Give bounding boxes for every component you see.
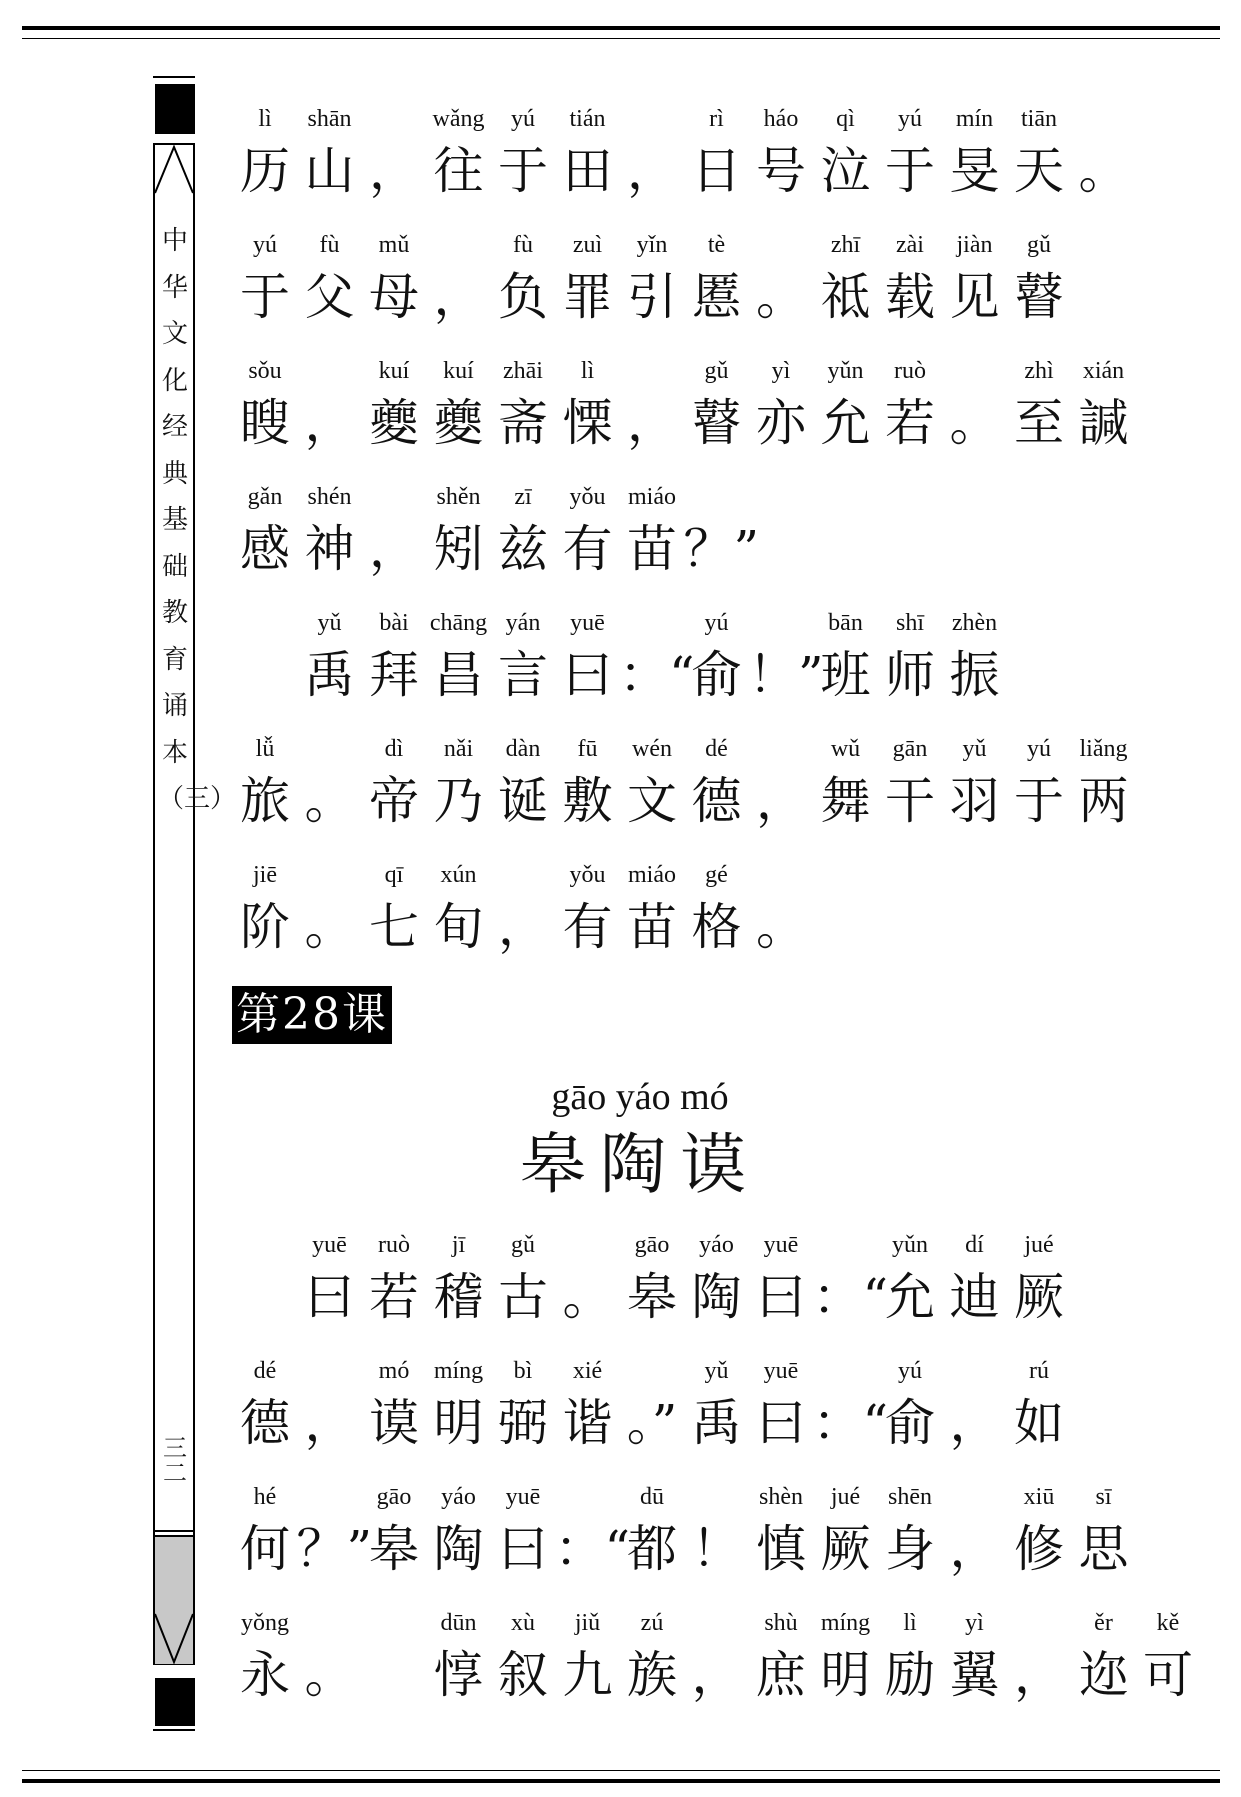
hanzi: 文 [627,772,677,830]
pinyin: yǒu [569,862,606,888]
title-hanzi: 皋陶谟 [520,1126,760,1203]
pinyin: yǐn [636,232,668,258]
hanzi: 若 [369,1268,419,1326]
pinyin: zhèn [951,610,998,636]
pinyin: gāo [376,1484,412,1510]
hanzi: 见 [949,268,1000,326]
hanzi: 苗 [627,520,677,578]
hanzi: 瞍 [240,394,290,452]
hanzi: 苗 [627,898,677,956]
hanzi: 慝 [691,268,742,326]
punctuation: ， [756,772,806,830]
hanzi: 至 [1014,394,1064,452]
pinyin: jué [1024,1232,1054,1258]
title-pinyin: gāo yáo mó [551,1076,729,1118]
punctuation: 。 [756,268,806,326]
hanzi: 有 [562,520,613,578]
hanzi: 天 [1014,142,1064,200]
pinyin: yú [1027,736,1051,762]
punctuation: ：“ [619,646,695,704]
pinyin: zhāi [503,358,543,384]
hanzi: 皋 [627,1268,677,1326]
pinyin: fū [577,736,598,762]
hanzi: 厥 [1014,1268,1064,1326]
pinyin: yú [898,106,922,132]
pinyin: gāo [634,1232,670,1258]
hanzi: 七 [369,898,419,956]
hanzi: 诞 [498,772,548,830]
top-rule-thin [22,38,1220,39]
punctuation: ， [691,1646,742,1704]
hanzi: 言 [498,646,548,704]
pinyin: mǔ [378,232,410,258]
hanzi: 庶 [756,1646,806,1704]
edge-divider [153,1530,195,1532]
pinyin: shù [764,1610,798,1636]
pinyin: lì [580,358,595,384]
punctuation: ， [369,520,419,578]
pinyin: yú [511,106,535,132]
edge-top-black-block [155,84,195,134]
pinyin: nǎi [443,736,474,762]
hanzi: 族 [627,1646,677,1704]
text-line [232,1232,1072,1348]
pinyin: zī [514,484,532,510]
pinyin: tián [569,106,606,132]
punctuation: ：“ [812,1394,889,1452]
hanzi: 迪 [949,1268,1000,1326]
hanzi: 修 [1014,1520,1064,1578]
pinyin: zuì [572,232,603,258]
pinyin: rì [709,106,724,132]
bottom-rule-thin [22,1770,1220,1771]
hanzi: 载 [885,268,935,326]
pinyin: yuē [505,1484,541,1510]
punctuation: ：“ [554,1520,631,1578]
hanzi: 敷 [562,772,613,830]
hanzi: 永 [240,1646,290,1704]
punctuation: ， [304,394,355,452]
pinyin: shān [307,106,352,132]
hanzi: 何 [240,1520,290,1578]
hanzi: 山 [304,142,355,200]
pinyin: kuí [443,358,474,384]
pinyin: ruò [378,1232,410,1258]
punctuation: ， [949,1520,1000,1578]
punctuation: ， [498,898,548,956]
hanzi: 都 [627,1520,677,1578]
punctuation: ！ [691,1520,742,1578]
hanzi: 历 [240,142,290,200]
pinyin: yuē [570,610,605,636]
pinyin: chāng [429,610,488,636]
edge-top-cap [153,76,195,78]
pinyin: xié [572,1358,603,1384]
hanzi: 德 [240,1394,290,1452]
pinyin: yì [965,1610,984,1636]
text-line [232,358,1129,474]
hanzi: 明 [433,1394,484,1452]
hanzi: 于 [240,268,290,326]
hanzi: 师 [885,646,935,704]
pinyin: dé [253,1358,277,1384]
hanzi: 曰 [304,1268,355,1326]
pinyin: fù [319,232,340,258]
hanzi: 俞 [691,646,742,704]
punctuation: 。 [304,898,355,956]
pinyin: jiǔ [574,1610,601,1636]
pinyin: kě [1156,1610,1180,1636]
hanzi: 振 [949,646,1000,704]
pinyin: jué [830,1484,861,1510]
pinyin: yuē [763,1358,799,1384]
pinyin: xún [440,862,477,888]
hanzi: 禹 [304,646,355,704]
hanzi: 昌 [433,646,484,704]
pinyin: yú [898,1358,922,1384]
pinyin: qì [836,106,855,132]
hanzi: 弼 [498,1394,548,1452]
hanzi: 旻 [949,142,1000,200]
hanzi: 羽 [949,772,1000,830]
punctuation: ， [304,1394,355,1452]
edge-bottom-cap [153,1729,195,1731]
hanzi: 负 [498,268,548,326]
pinyin: zhì [1024,358,1054,384]
punctuation: ， [627,142,677,200]
bottom-rule-thick [22,1779,1220,1783]
pinyin: jiē [253,862,277,888]
pinyin: gān [892,736,928,762]
punctuation: ， [1014,1646,1064,1704]
pinyin: ěr [1094,1610,1113,1636]
hanzi: 感 [240,520,290,578]
pinyin: xiū [1023,1484,1055,1510]
pinyin: yú [253,232,277,258]
text-line [232,484,1072,600]
hanzi: 母 [369,268,419,326]
pinyin: lì [903,1610,917,1636]
hanzi: 允 [885,1268,935,1326]
hanzi: 兹 [498,520,548,578]
hanzi: 古 [498,1268,548,1326]
hanzi: 干 [885,772,935,830]
hanzi: 乃 [433,772,484,830]
pinyin: shī [895,610,924,636]
pinyin: tè [707,232,726,258]
pinyin: wǔ [830,736,861,762]
pinyin: yǒu [569,484,606,510]
sidebar-book-title: 中华文化经典基础教育诵本（三） [158,226,237,814]
pinyin: yuē [312,1232,347,1258]
hanzi: 班 [820,646,871,704]
pinyin: gé [705,862,728,888]
hanzi: 亦 [756,394,806,452]
pinyin: jī [451,1232,466,1258]
pinyin: shén [307,484,352,510]
pinyin: yáo [441,1484,476,1510]
punctuation: ？” [296,1520,373,1578]
text-line [232,1358,1072,1474]
pinyin: míng [820,1610,871,1636]
hanzi: 諴 [1078,394,1129,452]
pinyin: shěn [436,484,481,510]
punctuation: 。 [756,898,806,956]
punctuation: 。 [1078,142,1129,200]
pinyin: tiān [1021,106,1057,132]
pinyin: sī [1095,1484,1112,1510]
punctuation: 。 [304,772,355,830]
hanzi: 励 [885,1646,935,1704]
pinyin: yǒng [241,1610,289,1636]
pinyin: lì [258,106,272,132]
hanzi: 稽 [433,1268,484,1326]
hanzi: 引 [627,268,677,326]
text-line [232,1484,1129,1600]
pinyin: rú [1029,1358,1049,1384]
hanzi: 若 [885,394,935,452]
hanzi: 父 [304,268,355,326]
punctuation: 。 [949,394,1000,452]
pinyin: bài [379,610,409,636]
pinyin: yì [771,358,791,384]
pinyin: xián [1082,358,1125,384]
hanzi: 思 [1078,1520,1129,1578]
pinyin: shēn [888,1484,932,1510]
hanzi: 曰 [498,1520,548,1578]
hanzi: 于 [1014,772,1064,830]
hanzi: 曰 [562,646,613,704]
pinyin: bì [513,1358,533,1384]
hanzi: 陶 [691,1268,742,1326]
hanzi: 曰 [756,1268,806,1326]
hanzi: 帝 [369,772,419,830]
pinyin: yán [505,610,541,636]
hanzi: 号 [756,142,806,200]
pinyin: gǔ [704,358,729,384]
text-line [232,610,1072,726]
text-line [232,1610,1193,1726]
pinyin: yǔ [704,1358,729,1384]
pinyin: gǔ [1027,232,1051,258]
hanzi: 陶 [433,1520,484,1578]
hanzi: 德 [691,772,742,830]
hanzi: 两 [1078,772,1129,830]
punctuation: ？” [683,520,760,578]
hanzi: 泣 [820,142,871,200]
pinyin: yuē [763,1232,799,1258]
pinyin: xù [511,1610,535,1636]
punctuation: ：“ [812,1268,889,1326]
text-line [232,106,1129,222]
punctuation: 。” [626,1394,678,1452]
pinyin: yǔn [892,1232,928,1258]
edge-bottom-black-block [155,1678,195,1726]
hanzi: 明 [820,1646,871,1704]
pinyin: lǚ [255,736,275,762]
pinyin: yǔ [317,610,342,636]
hanzi: 矧 [433,520,484,578]
hanzi: 厥 [820,1520,871,1578]
pinyin: bān [828,610,863,636]
hanzi: 于 [498,142,548,200]
pinyin: yǔn [827,358,864,384]
pinyin: yáo [699,1232,734,1258]
hanzi: 谟 [369,1394,419,1452]
punctuation: ， [433,268,484,326]
hanzi: 禹 [691,1394,742,1452]
punctuation: 。 [562,1268,613,1326]
pinyin: kuí [378,358,410,384]
hanzi: 旅 [240,772,290,830]
punctuation: ！” [748,646,824,704]
edge-bottom-fish-tail [153,1612,195,1664]
hanzi: 慄 [562,394,613,452]
hanzi: 叙 [498,1646,548,1704]
pinyin: gǔ [511,1232,535,1258]
punctuation: 。 [304,1646,355,1704]
pinyin: wén [632,736,672,762]
pinyin: miáo [628,862,676,888]
hanzi: 如 [1014,1394,1064,1452]
hanzi: 斋 [498,394,548,452]
hanzi: 格 [691,898,742,956]
hanzi: 神 [304,520,355,578]
lesson-label: 第28课 [232,986,392,1044]
hanzi: 田 [562,142,613,200]
hanzi: 瞽 [691,394,742,452]
punctuation: ， [627,394,677,452]
pinyin: dū [640,1484,664,1510]
text-line [232,862,1072,978]
punctuation: ， [949,1394,1000,1452]
pinyin: wǎng [432,106,485,132]
pinyin: mín [955,106,994,132]
pinyin: míng [433,1358,484,1384]
edge-top-fish-tail [153,145,195,195]
pinyin: fù [513,232,533,258]
hanzi: 慎 [756,1520,806,1578]
hanzi: 日 [691,142,742,200]
pinyin: hé [253,1484,277,1510]
hanzi: 允 [820,394,871,452]
hanzi: 有 [562,898,613,956]
text-line [232,232,1072,348]
hanzi: 可 [1143,1646,1193,1704]
hanzi: 惇 [433,1646,484,1704]
hanzi: 迩 [1078,1646,1129,1704]
pinyin: zài [896,232,924,258]
pinyin: miáo [628,484,676,510]
hanzi: 瞽 [1014,268,1064,326]
pinyin: zú [640,1610,664,1636]
pinyin: zhī [830,232,861,258]
hanzi: 曰 [756,1394,806,1452]
pinyin: shèn [759,1484,803,1510]
pinyin: yú [704,610,729,636]
hanzi: 翼 [949,1646,1000,1704]
hanzi: 罪 [562,268,613,326]
hanzi: 俞 [885,1394,935,1452]
pinyin: yǔ [962,736,987,762]
pinyin: dàn [505,736,541,762]
pinyin: dūn [440,1610,477,1636]
hanzi: 皋 [369,1520,419,1578]
hanzi: 祗 [820,268,871,326]
top-rule-thick [22,26,1220,30]
text-line [232,736,1129,852]
pinyin: mó [378,1358,410,1384]
hanzi: 阶 [240,898,290,956]
hanzi: 谐 [562,1394,613,1452]
pinyin: dé [705,736,728,762]
punctuation: ， [369,142,419,200]
pinyin: liǎng [1079,736,1128,762]
pinyin: háo [763,106,799,132]
sidebar-page-number: 三二 [163,1434,187,1487]
hanzi: 身 [885,1520,935,1578]
pinyin: ruò [894,358,926,384]
pinyin: qī [384,862,404,888]
hanzi: 夔 [433,394,484,452]
pinyin: jiàn [956,232,993,258]
hanzi: 夔 [369,394,419,452]
pinyin: gǎn [247,484,283,510]
hanzi: 拜 [369,646,419,704]
hanzi: 旬 [433,898,484,956]
hanzi: 于 [885,142,935,200]
pinyin: dì [384,736,404,762]
hanzi: 九 [562,1646,613,1704]
hanzi: 舞 [820,772,871,830]
pinyin: dí [965,1232,984,1258]
hanzi: 往 [433,142,484,200]
pinyin: sǒu [248,358,282,384]
